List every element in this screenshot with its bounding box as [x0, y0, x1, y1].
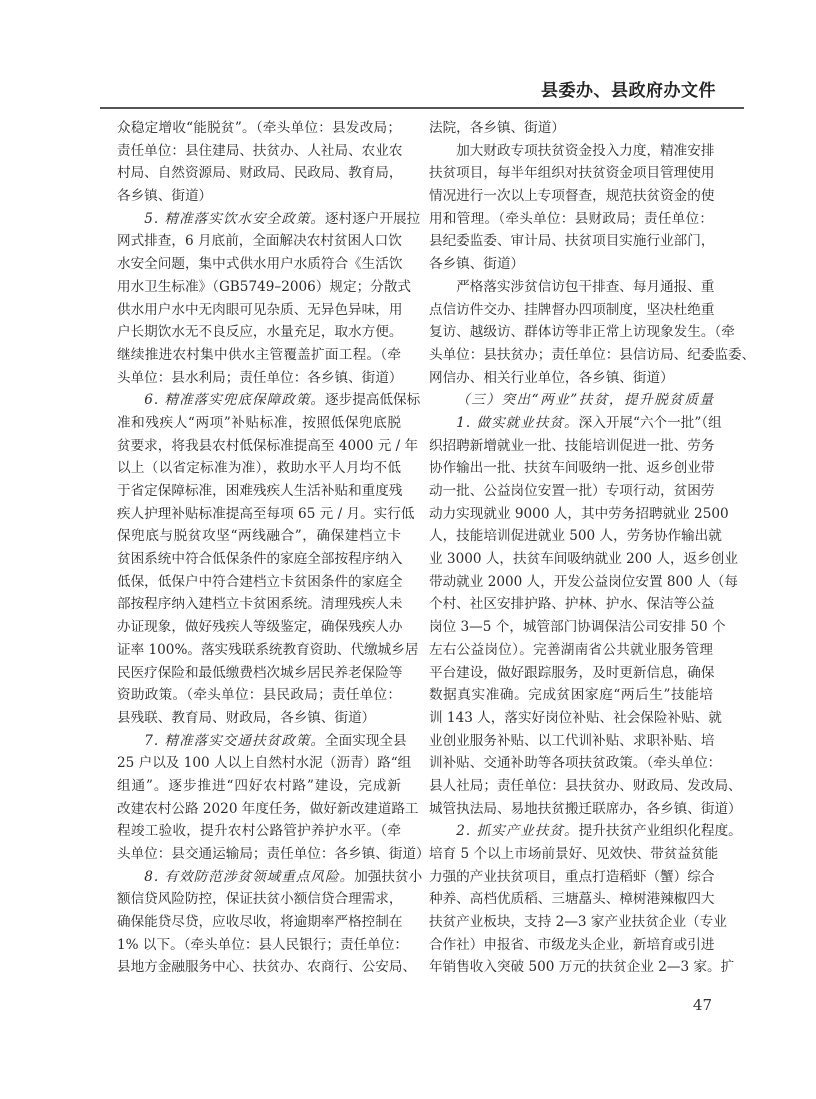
paragraph	[117, 730, 430, 866]
text-line	[429, 888, 713, 911]
line-text: 部按程序纳入建档立卡贫困系统。清理残疾人未	[117, 596, 403, 613]
text-line	[117, 866, 423, 889]
text-line	[429, 253, 713, 276]
text-line	[117, 321, 401, 344]
text-line	[117, 412, 401, 435]
line-text: 各乡镇、街道）	[429, 256, 525, 273]
text-line	[429, 911, 727, 934]
line-text: 严格落实涉贫信访包干排查、每月通报、重	[456, 278, 715, 295]
line-text: 种养、高档优质稻、三塘藠头、樟树港辣椒四大	[429, 891, 715, 908]
line-text: 带动就业 2000 人，开发公益岗位安置 800 人（每	[429, 573, 738, 590]
text-line	[117, 934, 408, 957]
text-line	[429, 344, 756, 367]
text-line	[429, 412, 722, 435]
right-column	[429, 117, 756, 979]
text-line	[117, 435, 419, 458]
text-line	[429, 389, 713, 412]
text-line	[429, 208, 713, 231]
text-line	[429, 775, 742, 798]
line-text: 疾人护理补贴标准提高至每项 65 元 / 月。实行低	[117, 505, 415, 522]
text-line	[117, 571, 401, 594]
item-heading: 7. 精准落实交通扶贫政策。	[144, 732, 326, 749]
line-text: 户长期饮水无不良反应，水量充足，取水方便。	[117, 324, 403, 341]
line-text: 改建农村公路 2020 年度任务，做好新改建道路工	[117, 800, 419, 817]
line-text: 岗位 3—5 个，城管部门协调保洁公司安排 50 个	[429, 619, 726, 636]
line-text: 情况进行一次以上专项督查，规范扶贫资金的使	[429, 188, 715, 205]
text-line	[429, 367, 713, 390]
line-text: 平台建设，做好跟踪服务，及时更新信息，确保	[429, 664, 715, 681]
text-line	[429, 548, 738, 571]
line-text: 头单位：县交通运输局；责任单位：各乡镇、街道）	[117, 846, 430, 862]
line-text: （三）突出“两业”扶贫，提升脱贫质量	[456, 392, 715, 409]
line-text: 复访、越级访、群体访等非正常上访现象发生。（牵	[429, 324, 735, 341]
text-line	[117, 707, 401, 730]
line-text: 扶贫产业板块，支持 2—3 家产业扶贫企业（专业	[429, 914, 727, 931]
section-heading	[429, 389, 713, 412]
line-text: 供水用户水中无肉眼可见杂质、无异色异味，用	[117, 301, 403, 318]
text-line	[429, 503, 729, 526]
line-text: 县纪委监委、审计局、扶贫项目实施行业部门，	[429, 233, 715, 250]
text-line	[117, 616, 401, 639]
line-text: 证率 100%。落实残联系统教育资助、代缴城乡居	[117, 641, 419, 658]
item-heading: 5. 精准落实饮水安全政策。	[144, 210, 326, 227]
line-text: 全面实现全县	[325, 732, 407, 749]
text-line	[429, 162, 713, 185]
line-text: 逐步提高低保标	[325, 392, 421, 409]
line-text: 民医疗保险和最低缴费档次城乡居民养老保险等	[117, 664, 403, 681]
line-text: 于省定保障标准，困难残疾人生活补贴和重度残	[117, 483, 403, 499]
text-line	[117, 344, 401, 367]
text-line	[117, 548, 401, 571]
paragraph	[429, 276, 756, 389]
text-line	[117, 230, 401, 253]
text-line	[117, 117, 401, 140]
text-line	[117, 843, 430, 866]
text-line	[117, 798, 419, 821]
text-line	[429, 662, 713, 685]
text-line	[117, 820, 401, 843]
text-line	[117, 162, 401, 185]
line-text: 动力实现就业 9000 人，其中劳务招聘就业 2500	[429, 505, 729, 522]
left-column	[117, 117, 430, 979]
text-line	[117, 299, 401, 322]
paragraph	[117, 208, 421, 390]
text-line	[429, 820, 742, 843]
text-line	[117, 888, 401, 911]
text-line	[117, 457, 401, 480]
line-text: 1% 以下。（牵头单位：县人民银行；责任单位：	[117, 936, 408, 953]
paragraph	[117, 117, 401, 208]
line-text: 扶贫项目，每半年组织对扶贫资金项目管理使用	[429, 165, 715, 182]
line-text: 程竣工验收，提升农村公路管护养护水平。（牵	[117, 823, 401, 840]
line-text: 众稳定增收“能脱贫”。（牵头单位：县发改局；	[117, 120, 401, 136]
page-number: 47	[692, 996, 712, 1014]
header-divider	[100, 107, 744, 109]
line-text: 法院，各乡镇、街道）	[429, 120, 565, 136]
line-text: 贫要求，将我县农村低保标准提高至 4000 元 / 年	[117, 437, 419, 454]
line-text: 额信贷风险防控，保证扶贫小额信贷合理需求，	[117, 891, 403, 908]
line-text: 深入开展“六个一批”（组	[578, 414, 722, 431]
text-line	[117, 389, 421, 412]
item-heading: 2. 抓实产业扶贫。	[456, 823, 579, 840]
line-text: 低保，低保户中符合建档立卡贫困条件的家庭全	[117, 573, 403, 590]
text-line	[117, 639, 419, 662]
text-line	[429, 866, 713, 889]
item-heading: 1. 做实就业扶贫。	[456, 414, 579, 431]
line-text: 城管执法局、易地扶贫搬迁联席办，各乡镇、街道）	[429, 800, 742, 817]
text-line	[429, 956, 735, 979]
text-line	[117, 208, 421, 231]
paragraph	[117, 866, 423, 979]
text-line	[429, 593, 713, 616]
text-line	[117, 367, 401, 390]
line-text: 县地方金融服务中心、扶贫办、农商行、公安局、	[117, 959, 417, 976]
text-line	[117, 480, 401, 503]
line-text: 逐村逐户开展拉	[325, 210, 421, 227]
line-text: 年销售收入突破 500 万元的扶贫企业 2—3 家。扩	[429, 959, 735, 976]
line-text: 业 3000 人，扶贫车间吸纳就业 200 人，返乡创业	[429, 551, 738, 568]
text-line	[429, 752, 722, 775]
line-text: 力强的产业扶贫项目，重点打造稻虾（蟹）综合	[429, 868, 715, 885]
text-line	[429, 707, 722, 730]
line-text: 织招聘新增就业一批、技能培训促进一批、劳务	[429, 437, 715, 454]
text-line	[117, 140, 401, 163]
line-text: 办证现象，做好残疾人等级鉴定，确保残疾人办	[117, 619, 403, 636]
paragraph	[429, 117, 713, 140]
line-text: 训 143 人，落实好岗位补贴、社会保险补贴、就	[429, 709, 722, 726]
line-text: 业创业服务补贴、以工代训补贴、求职补贴、培	[429, 732, 715, 749]
text-line	[429, 140, 713, 163]
text-line	[117, 503, 415, 526]
text-line	[117, 752, 412, 775]
line-text: 人，技能培训促进就业 500 人，劳务协作输出就	[429, 528, 722, 545]
paragraph	[429, 140, 713, 276]
text-line	[117, 276, 411, 299]
text-line	[429, 185, 713, 208]
text-line	[429, 435, 713, 458]
text-line	[117, 185, 401, 208]
text-line	[429, 639, 713, 662]
text-line	[429, 616, 726, 639]
line-text: 村局、自然资源局、财政局、民政局、教育局，	[117, 165, 403, 182]
text-line	[117, 253, 401, 276]
line-text: 网信办、相关行业单位，各乡镇、街道）	[429, 369, 674, 386]
running-header-title: 县委办、县政府办文件	[541, 81, 716, 101]
text-line	[117, 730, 407, 753]
line-text: 资助政策。（牵头单位：县民政局；责任单位：	[117, 687, 401, 704]
line-text: 左右公益岗位）。完善湖南省公共就业服务管理	[429, 641, 713, 658]
line-text: 用和管理。（牵头单位：县财政局；责任单位：	[429, 210, 713, 227]
text-line	[429, 299, 713, 322]
line-text: 网式排查，6 月底前，全面解决农村贫困人口饮	[117, 233, 402, 250]
item-heading: 6. 精准落实兜底保障政策。	[144, 392, 326, 409]
line-text: 点信访件交办、挂牌督办四项制度，坚决杜绝重	[429, 301, 715, 318]
line-text: 各乡镇、街道）	[117, 188, 213, 205]
line-text: 加强扶贫小	[354, 868, 423, 885]
text-line	[117, 525, 401, 548]
text-line	[429, 276, 713, 299]
line-text: 动一批、公益岗位安置一批）专项行动，贫困劳	[429, 483, 715, 499]
line-text: 提升扶贫产业组织化程度。	[578, 823, 742, 840]
line-text: 训补贴、交通补助等各项扶贫政策。（牵头单位：	[429, 755, 722, 772]
line-text: 继续推进农村集中供水主管覆盖扩面工程。（牵	[117, 346, 401, 363]
line-text: 准和残疾人“两项”补贴标准，按照低保兜底脱	[117, 414, 401, 431]
text-line	[117, 684, 401, 707]
line-text: 培育 5 个以上市场前景好、见效快、带贫益贫能	[429, 846, 719, 862]
text-line	[429, 230, 713, 253]
line-text: 个村、社区安排护路、护林、护水、保洁等公益	[429, 596, 715, 613]
line-text: 以上（以省定标准为准），救助水平人月均不低	[117, 460, 401, 477]
text-line	[429, 321, 735, 344]
line-text: 水安全问题，集中式供水用户水质符合《生活饮	[117, 256, 403, 273]
text-line	[429, 480, 713, 503]
line-text: 确保能贷尽贷，应收尽收，将逾期率严格控制在	[117, 914, 403, 931]
line-text: 协作输出一批、扶贫车间吸纳一批、返乡创业带	[429, 460, 715, 477]
text-line	[429, 798, 742, 821]
line-text: 组通”。逐步推进“四好农村路”建设，完成新	[117, 777, 401, 794]
text-line	[429, 525, 722, 548]
line-text: 用水卫生标准》（GB5749–2006）规定；分散式	[117, 278, 411, 295]
text-line	[429, 457, 713, 480]
line-text: 头单位：县扶贫办；责任单位：县信访局、纪委监委、	[429, 346, 756, 363]
text-line	[429, 730, 713, 753]
text-line	[429, 117, 713, 140]
paragraph	[429, 412, 742, 820]
text-line	[117, 775, 401, 798]
paragraph	[429, 820, 742, 979]
line-text: 合作社）申报省、市级龙头企业，新培育或引进	[429, 936, 715, 953]
text-line	[429, 684, 713, 707]
text-line	[429, 934, 713, 957]
text-line	[117, 662, 401, 685]
paragraph	[117, 389, 421, 729]
line-text: 保兜底与脱贫攻坚“两线融合”，确保建档立卡	[117, 528, 401, 545]
line-text: 责任单位：县住建局、扶贫办、人社局、农业农	[117, 142, 403, 159]
text-line	[117, 911, 401, 934]
text-line	[429, 843, 719, 866]
line-text: 头单位：县水利局；责任单位：各乡镇、街道）	[117, 369, 403, 386]
line-text: 25 户以及 100 人以上自然村水泥（沥青）路“组	[117, 755, 412, 772]
line-text: 县人社局；责任单位：县扶贫办、财政局、发改局、	[429, 777, 742, 794]
text-line	[117, 593, 401, 616]
text-line	[117, 956, 417, 979]
line-text: 加大财政专项扶贫资金投入力度，精准安排	[456, 142, 715, 159]
item-heading: 8. 有效防范涉贫领域重点风险。	[144, 868, 355, 885]
line-text: 县残联、教育局、财政局，各乡镇、街道）	[117, 709, 376, 726]
line-text: 贫困系统中符合低保条件的家庭全部按程序纳入	[117, 551, 403, 568]
text-line	[429, 571, 738, 594]
line-text: 数据真实准确。完成贫困家庭“两后生”技能培	[429, 687, 713, 704]
